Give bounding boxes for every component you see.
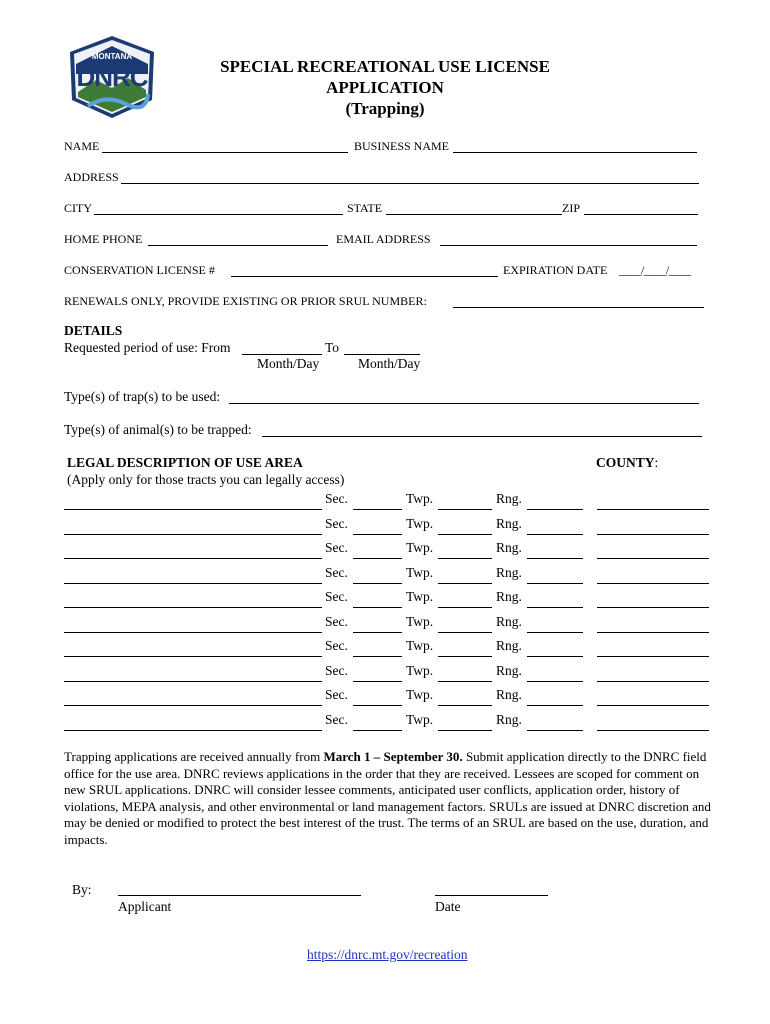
legal-heading: LEGAL DESCRIPTION OF USE AREA <box>67 455 303 470</box>
rng-label: Rng. <box>496 589 522 604</box>
rng-label: Rng. <box>496 638 522 653</box>
twp-label: Twp. <box>406 662 434 678</box>
legal-row <box>0 516 770 540</box>
county-field[interactable] <box>597 681 709 682</box>
period-to-field[interactable] <box>344 354 420 355</box>
twp-field[interactable] <box>438 656 492 657</box>
sec-field[interactable] <box>353 656 402 657</box>
twp-field[interactable] <box>438 607 492 608</box>
tract-field[interactable] <box>64 681 322 682</box>
sec-label: Sec. <box>325 662 348 678</box>
sec-label: Sec. <box>325 613 348 629</box>
instructions-text-2: Submit application directly to the DNRC field office for the use area. DNRC reviews applications in the order that they are received. Lessees are scoped for comment on new SRUL applications. DNRC will consider lessee comments, anticipated user conflicts, application order, history of violations, MEPA analysis, and other environmental or land management factors. SRULs are issued at DNRC discretion and may be denied or modified to protect the best interest of the trust. The terms of an SRUL are based on the use, duration, and impacts. <box>64 749 711 847</box>
date-label: Date <box>435 899 461 914</box>
county-field[interactable] <box>597 705 709 706</box>
logo-main-text: DNRC <box>76 62 148 92</box>
tract-field[interactable] <box>64 534 322 535</box>
period-label: Requested period of use: From <box>64 340 231 355</box>
county-field[interactable] <box>597 607 709 608</box>
email-field[interactable] <box>440 245 697 246</box>
name-label: NAME <box>64 139 100 153</box>
twp-field[interactable] <box>438 509 492 510</box>
to-month-day-hint: Month/Day <box>358 356 421 371</box>
county-field[interactable] <box>597 509 709 510</box>
rng-field[interactable] <box>527 583 583 584</box>
email-label: EMAIL ADDRESS <box>336 232 431 246</box>
form-title <box>170 56 600 119</box>
expiration-date-field[interactable]: ____/____/____ <box>619 263 691 277</box>
county-field[interactable] <box>597 632 709 633</box>
business-name-field[interactable] <box>453 152 697 153</box>
legal-row <box>0 614 770 638</box>
conservation-license-label: CONSERVATION LICENSE # <box>64 263 215 277</box>
tract-field[interactable] <box>64 656 322 657</box>
sec-field[interactable] <box>353 534 402 535</box>
twp-field[interactable] <box>438 681 492 682</box>
sec-field[interactable] <box>353 681 402 682</box>
rng-label: Rng. <box>496 564 522 580</box>
twp-field[interactable] <box>438 583 492 584</box>
sec-label: Sec. <box>325 711 348 727</box>
tract-field[interactable] <box>64 583 322 584</box>
twp-label: Twp. <box>406 613 434 629</box>
home-phone-label: HOME PHONE <box>64 232 143 246</box>
rng-field[interactable] <box>527 558 583 559</box>
address-field[interactable] <box>121 183 699 184</box>
title-line-1: SPECIAL RECREATIONAL USE LICENSE <box>220 57 550 76</box>
address-label: ADDRESS <box>64 170 119 184</box>
rng-field[interactable] <box>527 509 583 510</box>
instructions-text-1: Trapping applications are received annually from <box>64 749 324 764</box>
twp-label: Twp. <box>406 564 434 580</box>
twp-label: Twp. <box>406 687 434 702</box>
sec-label: Sec. <box>325 638 348 653</box>
logo-top-text: MONTANA <box>91 52 133 61</box>
rng-field[interactable] <box>527 730 583 731</box>
county-field[interactable] <box>597 730 709 731</box>
sec-field[interactable] <box>353 583 402 584</box>
legal-row <box>0 687 770 711</box>
rng-field[interactable] <box>527 607 583 608</box>
applicant-signature-field[interactable] <box>118 895 361 896</box>
rng-field[interactable] <box>527 534 583 535</box>
sec-label: Sec. <box>325 540 348 555</box>
by-label: By: <box>72 882 92 897</box>
animals-label: Type(s) of animal(s) to be trapped: <box>64 422 252 437</box>
legal-row <box>0 491 770 515</box>
county-field[interactable] <box>597 583 709 584</box>
rng-label: Rng. <box>496 662 522 678</box>
conservation-license-field[interactable] <box>231 276 498 277</box>
sec-field[interactable] <box>353 509 402 510</box>
legal-subheading: (Apply only for those tracts you can legally access) <box>67 472 345 487</box>
tract-field[interactable] <box>64 632 322 633</box>
home-phone-field[interactable] <box>148 245 328 246</box>
expiration-date-label: EXPIRATION DATE <box>503 263 608 277</box>
twp-field[interactable] <box>438 558 492 559</box>
tract-field[interactable] <box>64 509 322 510</box>
rng-field[interactable] <box>527 681 583 682</box>
legal-row <box>0 589 770 613</box>
twp-field[interactable] <box>438 534 492 535</box>
renewals-label: RENEWALS ONLY, PROVIDE EXISTING OR PRIOR SRUL NUMBER: <box>64 294 427 308</box>
dnrc-logo <box>66 34 158 120</box>
title-line-2: APPLICATION <box>326 78 444 97</box>
legal-row <box>0 663 770 687</box>
legal-row <box>0 540 770 564</box>
title-line-3: (Trapping) <box>345 99 425 118</box>
rng-label: Rng. <box>496 687 522 702</box>
county-heading <box>596 455 658 471</box>
twp-field[interactable] <box>438 632 492 633</box>
applicant-label: Applicant <box>118 899 172 914</box>
twp-label: Twp. <box>406 540 434 555</box>
sec-label: Sec. <box>325 491 348 506</box>
sec-field[interactable] <box>353 607 402 608</box>
instructions-paragraph <box>64 749 714 848</box>
tract-field[interactable] <box>64 730 322 731</box>
sec-field[interactable] <box>353 730 402 731</box>
sec-field[interactable] <box>353 558 402 559</box>
county-colon: : <box>654 455 659 470</box>
sec-field[interactable] <box>353 632 402 633</box>
rng-field[interactable] <box>527 705 583 706</box>
sec-label: Sec. <box>325 515 348 531</box>
date-field[interactable] <box>435 895 548 896</box>
legal-row <box>0 565 770 589</box>
rng-label: Rng. <box>496 613 522 629</box>
twp-label: Twp. <box>406 515 434 531</box>
traps-label: Type(s) of trap(s) to be used: <box>64 389 221 404</box>
county-field[interactable] <box>597 558 709 559</box>
business-name-label: BUSINESS NAME <box>354 139 450 153</box>
traps-field[interactable] <box>229 403 699 404</box>
sec-field[interactable] <box>353 705 402 706</box>
county-field[interactable] <box>597 534 709 535</box>
legal-row <box>0 638 770 662</box>
sec-label: Sec. <box>325 564 348 580</box>
city-label: CITY <box>64 201 92 215</box>
from-month-day-hint: Month/Day <box>257 356 320 371</box>
rng-field[interactable] <box>527 656 583 657</box>
county-label: COUNTY <box>596 455 655 470</box>
twp-label: Twp. <box>406 711 434 727</box>
city-field[interactable] <box>94 214 343 215</box>
rng-label: Rng. <box>496 515 522 531</box>
twp-label: Twp. <box>406 491 434 506</box>
tract-field[interactable] <box>64 607 322 608</box>
animals-field[interactable] <box>262 436 702 437</box>
renewals-field[interactable] <box>453 307 704 308</box>
zip-label: ZIP <box>562 201 580 215</box>
rng-label: Rng. <box>496 540 522 555</box>
twp-field[interactable] <box>438 730 492 731</box>
recreation-link[interactable]: https://dnrc.mt.gov/recreation <box>307 947 468 962</box>
rng-label: Rng. <box>496 711 522 727</box>
instructions-dates: March 1 – September 30. <box>323 749 463 764</box>
county-field[interactable] <box>597 656 709 657</box>
tract-field[interactable] <box>64 705 322 706</box>
legal-row <box>0 712 770 736</box>
name-field[interactable] <box>102 152 348 153</box>
sec-label: Sec. <box>325 589 348 604</box>
sec-label: Sec. <box>325 687 348 702</box>
state-field[interactable] <box>386 214 562 215</box>
twp-label: Twp. <box>406 638 434 653</box>
period-to-label: To <box>325 340 340 355</box>
zip-field[interactable] <box>584 214 698 215</box>
twp-label: Twp. <box>406 589 434 604</box>
tract-field[interactable] <box>64 558 322 559</box>
rng-label: Rng. <box>496 491 522 506</box>
state-label: STATE <box>347 201 383 215</box>
period-from-field[interactable] <box>242 354 322 355</box>
rng-field[interactable] <box>527 632 583 633</box>
details-heading: DETAILS <box>64 323 123 338</box>
twp-field[interactable] <box>438 705 492 706</box>
